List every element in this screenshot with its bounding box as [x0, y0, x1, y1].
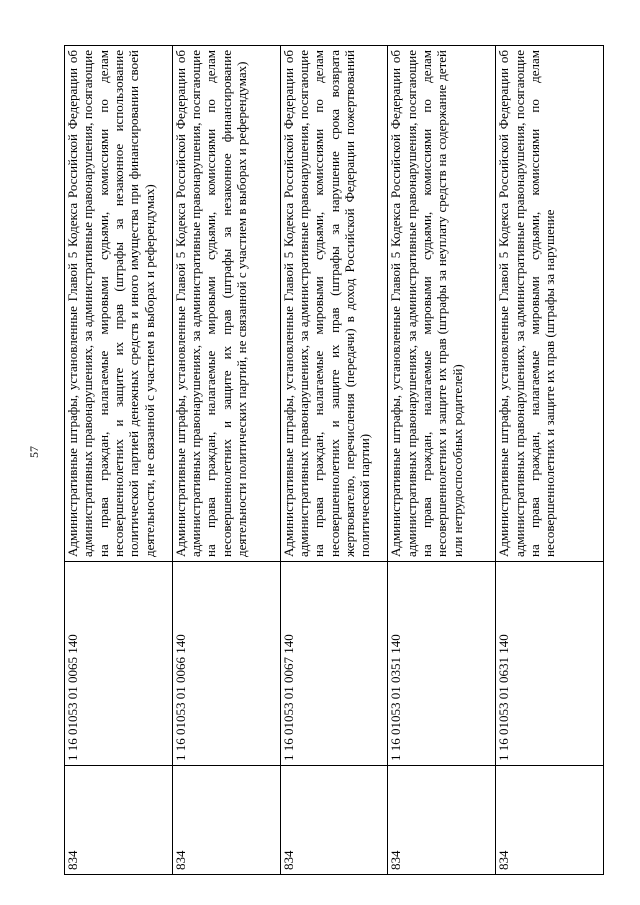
table-row — [172, 46, 280, 875]
description-cell: Административные штрафы, установленные Главой 5 Кодекса Российской Федерации об административных правонарушениях, за административные правонарушения, посягающие на права граждан, налагаемые мировыми судьями, комиссиями по делам несовершеннолетних и защите их прав (штрафы за неуплату средств на содержание детей или нетрудоспособных родителей) — [388, 46, 496, 562]
kbk-cell: 1 16 01053 01 0066 140 — [172, 562, 280, 766]
kbk-cell: 1 16 01053 01 0351 140 — [388, 562, 496, 766]
admin-code-cell: 834 — [496, 766, 604, 875]
kbk-cell: 1 16 01053 01 0065 140 — [65, 562, 173, 766]
table-row — [496, 46, 604, 875]
page-number: 57 — [27, 446, 41, 458]
admin-code-cell: 834 — [388, 766, 496, 875]
description-cell: Административные штрафы, установленные Главой 5 Кодекса Российской Федерации об административных правонарушениях, за административные правонарушения, посягающие на права граждан, налагаемые мировыми судьями, комиссиями по делам несовершеннолетних и защите их прав (штрафы за незаконное финансирование деятельности политических партий, не связанной с участием в выборах и референдумах) — [172, 46, 280, 562]
admin-code-cell: 834 — [172, 766, 280, 875]
description-cell: Административные штрафы, установленные Главой 5 Кодекса Российской Федерации об административных правонарушениях, за административные правонарушения, посягающие на права граждан, налагаемые мировыми судьями, комиссиями по делам несовершеннолетних и защите их прав (штрафы за незаконное использование политической партией денежных средств и иного имущества при финансировании своей деятельности, не связанной с участием в выборах и референдумах) — [65, 46, 173, 562]
admin-code-cell: 834 — [65, 766, 173, 875]
rotated-table-container — [64, 45, 604, 875]
budget-codes-table — [64, 45, 604, 875]
kbk-cell: 1 16 01053 01 0631 140 — [496, 562, 604, 766]
table-row — [65, 46, 173, 875]
table-row — [280, 46, 388, 875]
admin-code-cell: 834 — [280, 766, 388, 875]
table-row — [388, 46, 496, 875]
kbk-cell: 1 16 01053 01 0067 140 — [280, 562, 388, 766]
description-cell: Административные штрафы, установленные Главой 5 Кодекса Российской Федерации об административных правонарушениях, за административные правонарушения, посягающие на права граждан, налагаемые мировыми судьями, комиссиями по делам несовершеннолетних и защите их прав (штрафы за нарушение срока возврата жертвователю, перечисления (передачи) в доход Российской Федерации пожертвований политической партии) — [280, 46, 388, 562]
description-cell: Административные штрафы, установленные Главой 5 Кодекса Российской Федерации об административных правонарушениях, за административные правонарушения, посягающие на права граждан, налагаемые мировыми судьями, комиссиями по делам несовершеннолетних и защите их прав (штрафы за нарушение — [496, 46, 604, 562]
